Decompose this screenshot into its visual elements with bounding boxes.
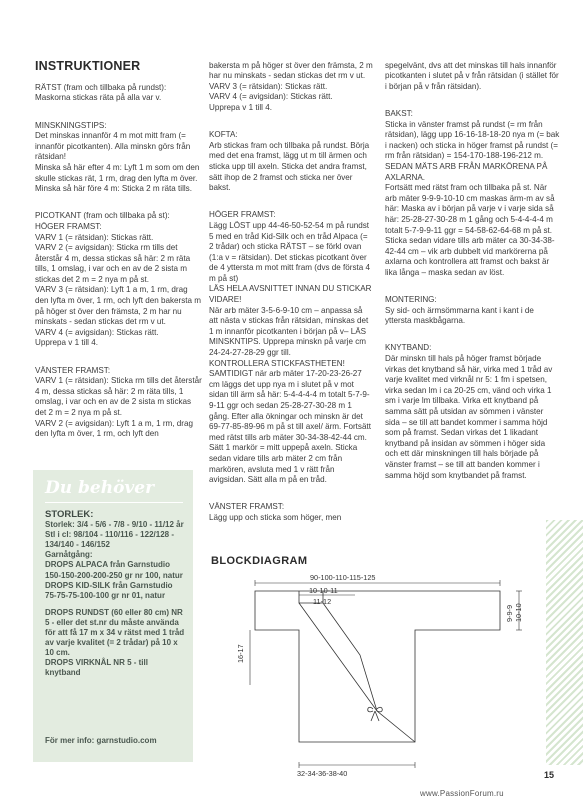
watermark: www.PassionForum.ru — [420, 789, 504, 798]
bottom-width-label: 32-34-36-38-40 — [297, 769, 348, 778]
page-number: 15 — [544, 770, 555, 780]
neck-depth-label: 11-12 — [313, 597, 332, 606]
materials-box — [33, 470, 193, 762]
size-heading: STORLEK: — [45, 509, 94, 520]
paragraph-picotkant-vanster: VÄNSTER FRAMST: VARV 1 (= rätsidan): Sticka rm tills det återstår 4 m, dessa stickas så här: 2 m räta tills, 1 omslag, i var och en av de 2 sista m stickas det 2 m = 2 nya m på st. VARV 2 (= avigsidan): Lyft 1 a m, 1 rm, drag den lyfta m över, 1 rm, och lyft den — [35, 365, 202, 439]
block-diagram-title: BLOCKDIAGRAM — [211, 555, 308, 567]
column-3 — [385, 50, 560, 498]
paragraph-montering: MONTERING: Sy sid- och ärmsömmarna kant i kant i de yttersta maskbågarna. — [385, 295, 534, 326]
sleeve-height-label: 9-9-910-10 — [505, 603, 523, 622]
paragraph-minskningstips: MINSKNINGSTIPS: Det minskas innanför 4 m mot mitt fram (= innanför picotkanten). Alla minskn görs från rätsidan! Minska så här efter 4 m: Lyft 1 m som om den skulle stickas rät, 1 rm, drag den lyfta m över. Minska så här före 4 m: Sticka 2 m räta tills. — [35, 120, 200, 194]
front-edge-line — [299, 603, 415, 742]
materials-divider — [45, 502, 183, 503]
paragraph-picotkant-hoger: PICOTKANT (fram och tillbaka på st): HÖGER FRAMST: VARV 1 (= rätsidan): Stickas rätt. VARV 2 (= avigsidan): Sticka rm tills det återstår 4 m, dessa stickas så här: 2 m räta tills, 1 omslag, i var och en av de 2 sista m stickas det 2 m = 2 nya m på st. VARV 3 (= rätsidan): Lyft 1 a m, 1 rm, drag den lyfta m över, 1 rm, och lyft den bakersta m på höger st över den främsta, 2 m har nu minskats - sedan stickas det rm v ut. VARV 4 (= avigsidan): Stickas rätt. Upprepa v 1 till 4. — [35, 211, 201, 348]
paragraph-vanster-cont: spegelvänt, dvs att det minskas till hals innanför picotkanten i slutet på v från rätsidan (i stället för i början på v från rätsidan). — [385, 60, 559, 91]
tie-bow-icon — [368, 707, 383, 721]
neck-width-label: 10-10-11 — [309, 586, 338, 595]
front-edge-line-2 — [323, 603, 377, 711]
materials-sizes-yarn: Storlek: 3/4 - 5/6 - 7/8 - 9/10 - 11/12 år Stl i cl: 98/104 - 110/116 - 122/128 - 134/140 - 146/152 Garnåtgång: DROPS ALPACA från Garnstudio 150-150-200-200-250 gr nr 100, natur DROPS KID-SILK från Garnstudio 75-75-75-100-100 gr nr 01, natur — [45, 520, 184, 600]
paragraph-bakst: BAKST: Sticka in vänster framst på rundst (= rm från rätsidan), lägg upp 16-16-18-18-20 nya m (= bak i nacken) och sticka in höger framst på rundst (= rm från rätsidan) = 154-170-188-196-212 m. SEDAN MÄTS ARB FRÅN MARKÖRENA PÅ AXLARNA. Fortsätt med rätst fram och tillbaka på st. När arb mäter 9-9-9-10-10 cm maskas ärm-m av så här: Maska av i början på varje v i varje sida så här: 25-28-27-30-28 m 1 gång och 5-4-4-4-4 m totalt 5-7-9-9-11 ggr = 54-58-62-64-68 m på st. Sticka sedan vidare tills arb mäter ca 30-34-38-42-44 cm – vik arb dubbelt vid markörerna på axlarna och kontrollera att framst och bakst är lika långa – maska sedan av löst. — [385, 108, 560, 277]
top-width-label: 90-100-110-115-125 — [310, 573, 376, 582]
materials-needles: DROPS RUNDST (60 eller 80 cm) NR 5 - eller det st.nr du måste använda för att få 17 m x 34 v rätst med 1 tråd av varje kvalitet (= 2 trådar) på 10 x 10 cm. DROPS VIRKNÅL NR 5 - till knytband — [45, 607, 185, 678]
garment-outline — [255, 591, 500, 742]
paragraph-hoger-framst: HÖGER FRAMST: Lägg LÖST upp 44-46-50-52-54 m på rundst 5 med en tråd Kid-Silk och en tråd Alpaca (= 2 trådar) och sticka RÄTST – se förkl ovan (1:a v = rätsidan). Det stickas picotkant över de 4 yttersta m mot mitt fram (dvs de första 4 m på st) LÄS HELA AVSNITTET INNAN DU STICKAR VIDARE! När arb mäter 3-5-6-9-10 cm – anpassa så att nästa v stickas från rätsidan, minskas det 1 m innanför picotkanten i början på v– LÄS MINSKNTIPS. Upprepa minskn på varje cm 24-24-27-28-29 ggr till. KONTROLLERA STICKFASTHETEN! SAMTIDIGT när arb mäter 17-20-23-26-27 cm läggs det upp nya m i slutet på v mot sidan till ärm så här: 5-4-4-4-4 m totalt 5-7-9-9-11 ggr och sedan 25-28-27-30-28 m 1 gång. Efter alla ökningar och minskn är det 69-77-85-89-96 m på st till axel/ ärm. Fortsätt med rätst tills arb mäter 30-34-38-42-44 cm. Sätt 1 markör = mitt uppepå axeln. Sticka sedan vidare tills arb mäter 2 cm från markören, avsluta med 1 v rätt från avigsidan. Sätt alla m på en tråd. — [209, 210, 372, 485]
column-2 — [209, 50, 373, 540]
paragraph-knytband: KNYTBAND: Där minskn till hals på höger framst började virkas det knytband så här, virka med 1 tråd av varje kvalitet med virknål nr 5: 1 fm i spetsen, virka sedan lm i ca 20-25 cm, vänd och virka 1 sm i varje lm tillbaka. Virka ett knytband på samma sätt på utsidan av sömmen i vänster sida – se till att bandet kommer i samma höjd som på framst. Sedan virkas det 1 likadant knytband på insidan av sömmen i höger sida och ett där minskningen till hals började på vänster framst – se till att banden kommer i samma höjd som knytbandet på framst. — [385, 343, 553, 480]
materials-body — [45, 510, 185, 686]
paragraph-picotkant-cont: bakersta m på höger st över den främsta, 2 m har nu minskats - sedan stickas det rm v ut. VARV 3 (= rätsidan): Stickas rätt. VARV 4 (= avigsidan): Stickas rätt. Upprepa v 1 till 4. — [209, 60, 373, 112]
more-info-link: För mer info: garnstudio.com — [45, 736, 157, 745]
paragraph-vanster-framst: VÄNSTER FRAMST: Lägg upp och sticka som höger, men — [209, 502, 342, 522]
side-height-label: 16-17 — [236, 644, 245, 663]
decorative-stripes — [546, 520, 583, 765]
column-1 — [35, 50, 203, 456]
materials-title: Du behöver — [45, 478, 155, 498]
block-diagram-drawing — [205, 549, 544, 786]
instructions-heading: INSTRUKTIONER — [35, 58, 141, 73]
paragraph-ratst: RÄTST (fram och tillbaka på rundst): Maskorna stickas räta på alla var v. — [35, 82, 167, 103]
paragraph-kofta: KOFTA: Arb stickas fram och tillbaka på rundst. Börja med det ena framst, lägg ut m till ärmen och sticka upp till axeln. Sticka det andra framst, sätt ihop de 2 framst och sticka ner över bakst. — [209, 130, 370, 193]
